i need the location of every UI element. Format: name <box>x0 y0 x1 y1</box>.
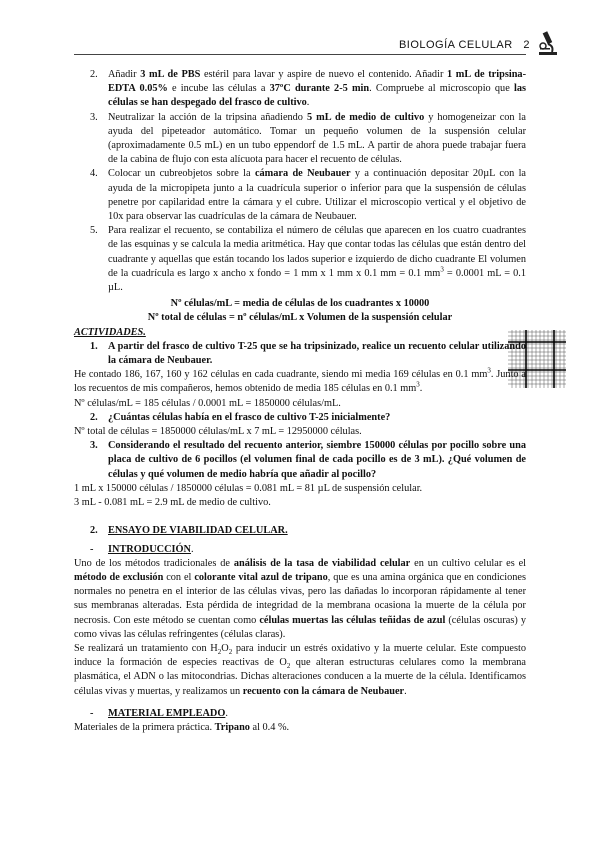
answer-2: Nº total de células = 1850000 células/mL x 7 mL = 12950000 células. <box>74 426 362 438</box>
text-run: con el <box>163 571 195 583</box>
bold-text: 3 mL de PBS <box>140 69 201 80</box>
step-number: 3. <box>90 111 98 123</box>
bold-text: células muertas las células teñidas de azul <box>259 614 446 626</box>
intro-paragraph-1 <box>74 557 526 642</box>
text-run: y homogeneizar con la ayuda del pipeteador automático. Tomar un pequeño volumen de la suspensión celular (aproximadamente 0.5 mL) en un tubo eppendorf de 1.5 mL. A partir de ahora puede trabajar fuera de la cabina de flujo con esta alícuota para hacer el recuento de células. <box>108 111 526 166</box>
question-text: Considerando el resultado del recuento anterior, siembre 150000 células por pocillo sobre una placa de cultivo de 6 pocillos (el volumen final de cada pocillo es de 3 mL). ¿Qué volumen de células y qué volumen de medio habría que añadir al pocillo? <box>108 440 526 480</box>
running-header <box>399 38 530 52</box>
step-number: 2. <box>90 69 98 80</box>
text-run: 2 <box>286 662 291 671</box>
text-run: 2 <box>217 647 222 656</box>
section-number: 2. <box>90 525 98 537</box>
text-run: en un cultivo celular es el <box>410 557 527 569</box>
bold-text: 1 mL de tripsina-EDTA 0.05% <box>108 69 526 95</box>
step-number: 5. <box>90 225 98 237</box>
text-run: . <box>404 685 407 697</box>
text-run: = 0.0001 mL = 0.1 µL. <box>108 267 526 294</box>
question-number: 3. <box>90 440 98 452</box>
activity-question-1 <box>74 340 526 368</box>
material-heading: - MATERIAL EMPLEADO. <box>90 707 228 719</box>
intro-paragraph-2 <box>74 642 526 699</box>
microscope-icon <box>534 30 562 58</box>
text-run: 2 <box>228 647 233 656</box>
answer-3-line-2: 3 mL - 0.081 mL = 2.9 mL de medio de cultivo. <box>74 497 271 509</box>
text-run: O <box>221 642 229 654</box>
procedure-step <box>74 68 526 111</box>
question-text: A partir del frasco de cultivo T-25 que se ha tripsinizado, realice un recuento celular utilizando la cámara de Neubauer. <box>108 340 526 367</box>
procedure-step <box>74 111 526 168</box>
formula-cells-per-ml: Nº células/mL = media de células de los cuadrantes x 10000 <box>170 298 430 310</box>
section-title: ENSAYO DE VIABILIDAD CELULAR. <box>108 525 288 537</box>
text-run: Para realizar el recuento, se contabiliza el número de células que aparecen en los cuatro cuadrantes de las esquinas y se calcula la media aritmética. Hay que contar todas las células que están dentro del cuadrante y aquellas que están tocando los lados superior e izquierdo de dicho cuadrante El volumen de la cuadrícula es largo x ancho x fondo = 1 mm x 1 mm x 0.1 mm = 0.1 mm <box>108 225 526 279</box>
text-run: , que es una amina orgánica que en condiciones normales no penetra en el interior de las células vivas, pero las dañadas lo incorporan rápidamente al tener sus membranas alteradas. Esta pérdida de integridad de la membrana ocasiona la muerte de la célula por necrosis. Con este método se cuentan como <box>74 571 526 626</box>
section-2-heading <box>74 524 526 538</box>
bold-text: Tripano <box>214 721 250 733</box>
text-run: estéril para lavar y aspire de nuevo el contenido. Añadir <box>200 69 448 80</box>
answer-3-line-1: 1 mL x 150000 células / 1850000 células = 0.081 mL = 81 µL de suspensión celular. <box>74 482 423 494</box>
text-run: Añadir <box>108 69 141 80</box>
text-run: para inducir un estrés oxidativo y la muerte celular. Este compuesto induce la formación de especies reactivas de O <box>74 642 526 669</box>
text-run: 3 <box>440 265 444 274</box>
answer-1-line-1: He contado 186, 167, 160 y 162 células en cada cuadrante, siendo mi media 169 células en 0.1 $mm^3$. Junto a los recuentos de mis compañeros, hemos obtenido de media 185 células en 0.1 $mm^3$. <box>74 366 527 395</box>
procedure-list <box>74 68 526 295</box>
activities-heading: ACTIVIDADES. <box>74 326 146 338</box>
material-text <box>74 721 526 735</box>
question-text: ¿Cuántas células había en el frasco de cultivo T-25 inicialmente? <box>108 411 391 423</box>
bold-text: las células se han despegado del frasco de cultivo <box>108 83 527 109</box>
bold-text: 5 mL de medio de cultivo <box>306 111 425 123</box>
text-run: Materiales de la primera práctica. <box>74 721 215 733</box>
header-rule <box>74 54 526 55</box>
bold-text: 37ºC durante 2-5 min <box>269 83 370 95</box>
text-run: (células oscuras) y como vivas las células refringentes (células claras). <box>74 614 526 640</box>
question-number: 1. <box>90 340 98 352</box>
text-run: al 0.4 %. <box>249 721 290 733</box>
bold-text: colorante vital azul de tripano <box>194 571 328 583</box>
text-run: Se realizará un tratamiento con H <box>74 642 218 654</box>
intro-heading: - INTRODUCCIÓN. <box>90 543 194 555</box>
text-run: Uno de los métodos tradicionales de <box>74 557 234 569</box>
text-run: Colocar un cubreobjetos sobre la <box>108 168 255 180</box>
text-run: . <box>306 97 310 109</box>
document-body <box>74 68 526 735</box>
bold-text: análisis de la tasa de viabilidad celular <box>233 557 411 569</box>
header-page-number: 2 <box>523 39 530 51</box>
text-run: y a continuación depositar 20µL con la ayuda de la micropipeta junto a la cuadrícula superior o inferior para que la suspensión de células penetre por capilaridad entre la cámara y el cubre. Utilizar el microscopio vertical y el objetivo de 10x para observar las cuadrículas de la cámara de Neubauer. <box>108 168 527 223</box>
step-number: 4. <box>90 168 98 180</box>
answer-1-line-2: Nº células/mL = 185 células / 0.0001 mL = 1850000 células/mL. <box>74 397 341 409</box>
text-run: Neutralizar la acción de la tripsina añadiendo <box>108 111 307 123</box>
procedure-step <box>74 167 526 224</box>
bold-text: método de exclusión <box>74 571 164 583</box>
bold-text: cámara de Neubauer <box>254 168 351 180</box>
text-run: e incube las células a <box>167 83 270 95</box>
activity-question-3 <box>74 439 526 482</box>
procedure-step <box>74 224 526 295</box>
text-run: que alteran estructuras celulares como la membrana plasmática, el ADN o las mitocondrias. Dichas alteraciones conducen a la muerte de la célula. Identificamos células vivas y muertas, y realizamos un <box>74 657 526 697</box>
text-run: . Compruebe al microscopio que <box>369 83 514 95</box>
question-number: 2. <box>90 411 98 423</box>
bold-text: recuento con la cámara de Neubauer <box>242 685 405 697</box>
activity-question-2 <box>74 411 526 425</box>
formula-total-cells: Nº total de células = nº células/mL x Volumen de la suspensión celular <box>147 312 453 324</box>
header-title: BIOLOGÍA CELULAR <box>398 39 513 51</box>
